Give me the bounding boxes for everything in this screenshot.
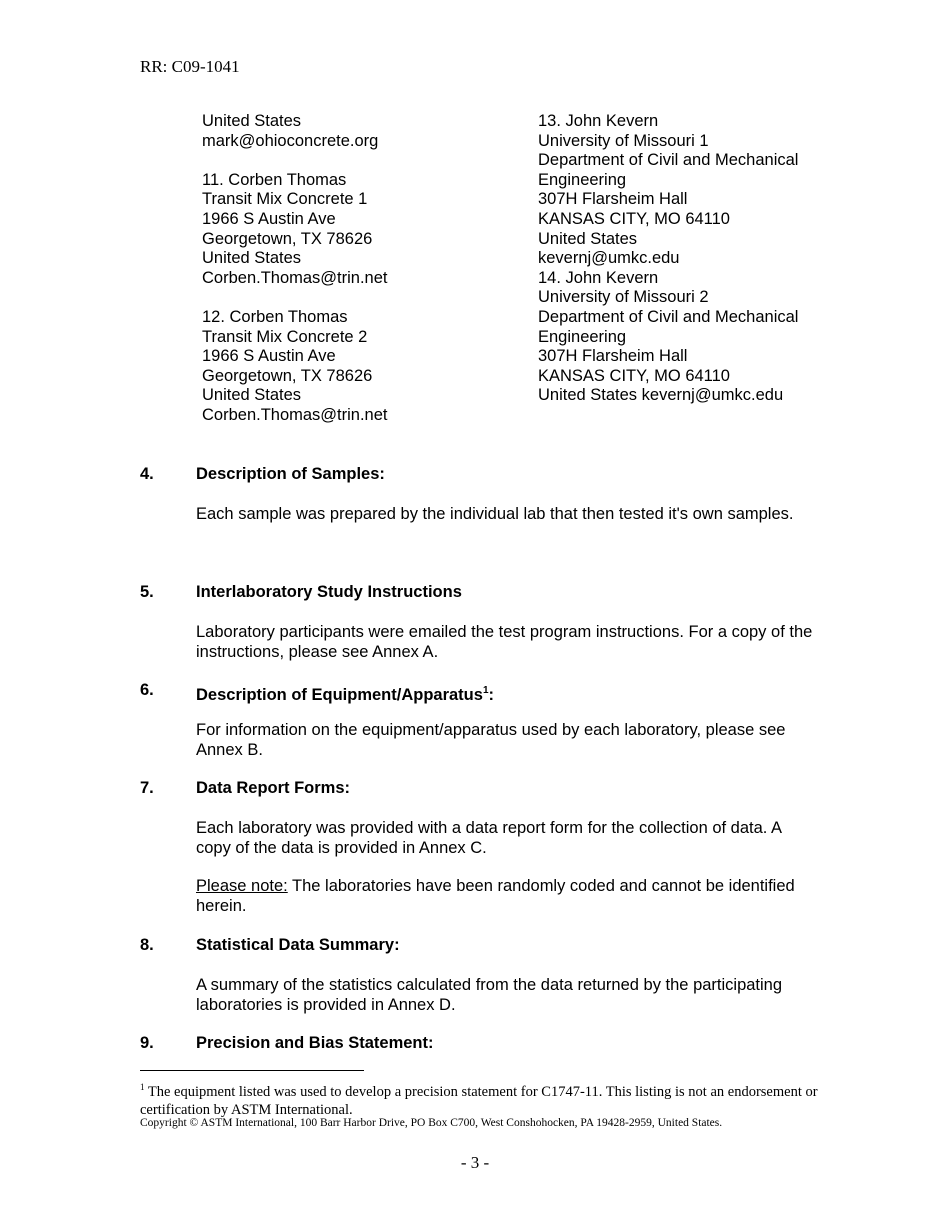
- footnote: [140, 1078, 820, 1119]
- section-title: Precision and Bias Statement:: [196, 1034, 434, 1052]
- report-id-header: RR: C09-1041: [140, 57, 240, 76]
- participant-line: United States: [202, 386, 302, 405]
- section-number: 4.: [140, 465, 154, 483]
- section-number: 6.: [140, 681, 154, 699]
- participant-line: 1966 S Austin Ave: [202, 209, 336, 228]
- participant-email: Corben.Thomas@trin.net: [202, 268, 388, 287]
- section-number: 8.: [140, 936, 154, 954]
- section-title: Data Report Forms:: [196, 779, 351, 797]
- participant-11: [202, 171, 522, 289]
- section-title: Interlaboratory Study Instructions: [196, 583, 462, 601]
- section-title: Description of Samples:: [196, 465, 385, 483]
- participant-line: KANSAS CITY, MO 64110: [538, 209, 730, 228]
- section-body: Each sample was prepared by the individual lab that then tested it's own samples.: [196, 505, 794, 523]
- participant-line: 307H Flarsheim Hall: [538, 190, 688, 209]
- participant-name: 11. Corben Thomas: [202, 170, 347, 189]
- section-4: [140, 465, 820, 525]
- participant-line: Georgetown, TX 78626: [202, 229, 373, 248]
- note-label: Please note:: [196, 877, 288, 896]
- section-title-text: Description of Equipment/Apparatus: [196, 686, 483, 704]
- participant-line: United States: [202, 112, 302, 130]
- section-number: 7.: [140, 779, 154, 797]
- participant-line: Department of Civil and Mechanical: [538, 151, 799, 170]
- section-body: A summary of the statistics calculated from the data returned by the participating laboratories is provided in Annex D.: [196, 976, 783, 1014]
- section-number: 5.: [140, 583, 154, 601]
- note-text: The laboratories have been randomly coded and cannot be identified herein.: [196, 877, 795, 915]
- participant-line: United States: [538, 229, 638, 248]
- participant-email: Corben.Thomas@trin.net: [202, 405, 388, 424]
- section-title-suffix: :: [488, 686, 494, 704]
- footnote-text: The equipment listed was used to develop a precision statement for C1747-11. This listing is not an endorsement or certification by ASTM International.: [140, 1084, 818, 1118]
- participant-line: Transit Mix Concrete 1: [202, 190, 368, 209]
- participant-name: 12. Corben Thomas: [202, 307, 348, 326]
- participant-line: KANSAS CITY, MO 64110: [538, 366, 730, 385]
- participant-10-tail: [202, 112, 522, 151]
- copyright-notice: Copyright © ASTM International, 100 Barr Harbor Drive, PO Box C700, West Conshohocken, PA 19428-2959, United States.: [140, 1117, 723, 1129]
- participant-14: [538, 269, 838, 406]
- participant-line: Engineering: [538, 170, 627, 189]
- footnote-marker: 1: [140, 1082, 145, 1092]
- participant-name: 13. John Kevern: [538, 112, 659, 130]
- participant-13: [538, 112, 838, 269]
- section-note: [196, 877, 816, 916]
- page-number: - 3 -: [460, 1153, 490, 1172]
- participant-line: University of Missouri 1: [538, 131, 709, 150]
- participant-name: 14. John Kevern: [538, 268, 659, 287]
- participant-line: Georgetown, TX 78626: [202, 366, 373, 385]
- participant-12: [202, 308, 522, 426]
- participant-line: 307H Flarsheim Hall: [538, 347, 688, 366]
- participant-line: 1966 S Austin Ave: [202, 347, 336, 366]
- participants-right-column: [538, 112, 838, 406]
- section-body: Each laboratory was provided with a data report form for the collection of data. A copy of the data is provided in Annex C.: [196, 819, 782, 857]
- participant-line: University of Missouri 2: [538, 288, 709, 307]
- participant-email: United States kevernj@umkc.edu: [538, 386, 784, 405]
- section-5: [140, 583, 820, 662]
- section-body: For information on the equipment/apparatus used by each laboratory, please see Annex B.: [196, 721, 786, 759]
- section-6: [140, 681, 820, 760]
- section-8: [140, 936, 820, 1015]
- section-title: Statistical Data Summary:: [196, 936, 400, 954]
- section-7: [140, 779, 820, 916]
- participant-email: mark@ohioconcrete.org: [202, 131, 379, 150]
- participant-line: Department of Civil and Mechanical: [538, 307, 799, 326]
- participant-line: Transit Mix Concrete 2: [202, 327, 368, 346]
- participants-left-column: [202, 112, 522, 426]
- footnote-reference: 1: [482, 685, 489, 696]
- participant-line: United States: [202, 249, 302, 268]
- footnote-divider: [140, 1070, 364, 1071]
- section-number: 9.: [140, 1034, 154, 1052]
- participant-email: kevernj@umkc.edu: [538, 249, 680, 268]
- section-body: Laboratory participants were emailed the test program instructions. For a copy of the instructions, please see Annex A.: [196, 623, 813, 661]
- section-title: [196, 681, 494, 706]
- participant-line: Engineering: [538, 327, 627, 346]
- section-9: [140, 1034, 820, 1054]
